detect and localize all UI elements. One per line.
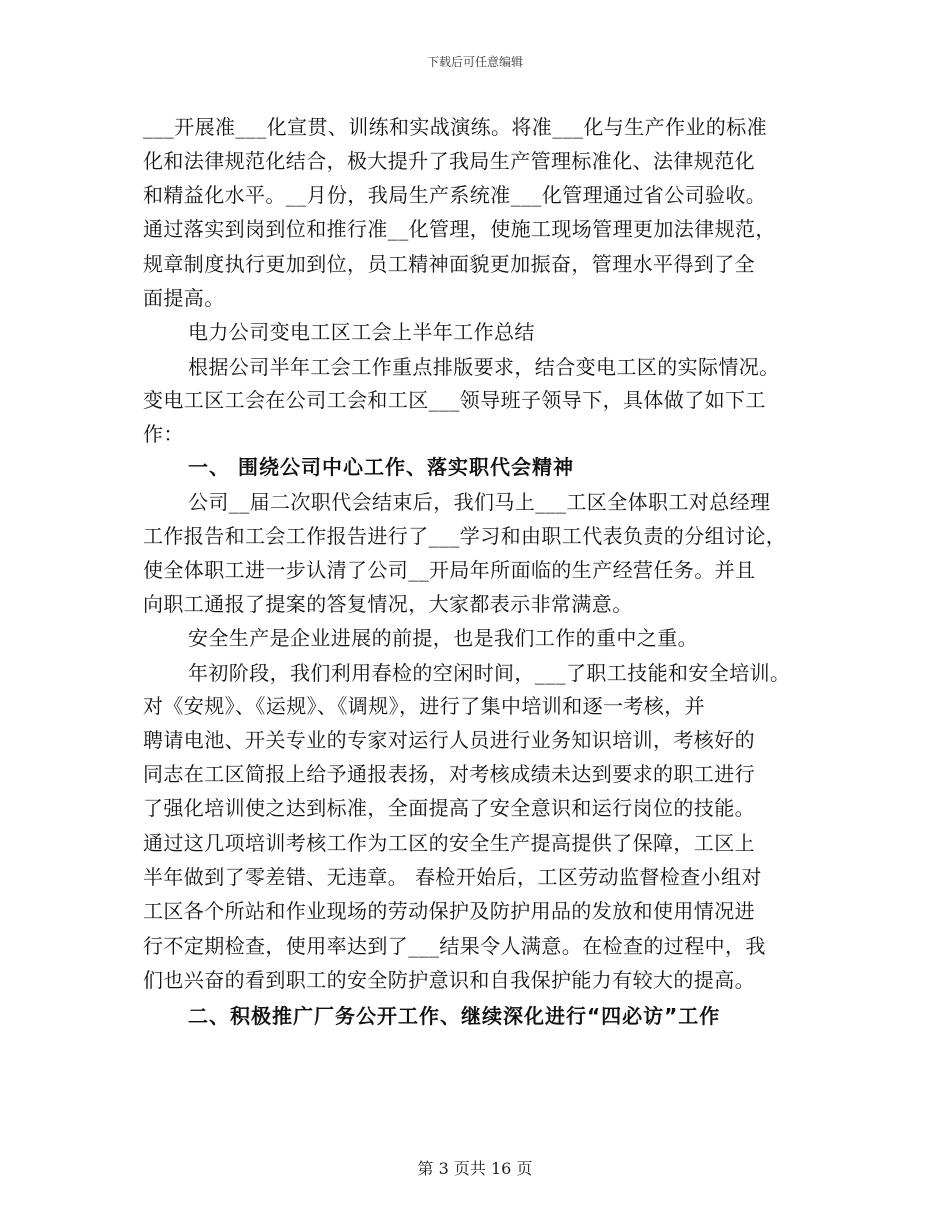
section-title: 电力公司变电工区工会上半年工作总结 <box>188 320 535 344</box>
body-line: 工区各个所站和作业现场的劳动保护及防护用品的发放和使用情况进 <box>143 899 755 923</box>
body-line: 化和法律规范化结合，极大提升了我局生产管理标准化、法律规范化 <box>143 149 755 173</box>
body-line: 了强化培训使之达到标准，全面提高了安全意识和运行岗位的技能。 <box>143 796 755 820</box>
body-line: 们也兴奋的看到职工的安全防护意识和自我保护能力有较大的提高。 <box>143 968 755 992</box>
body-line: 向职工通报了提案的答复情况，大家都表示非常满意。 <box>143 592 633 616</box>
body-line: 公司__届二次职代会结束后，我们马上___工区全体职工对总经理 <box>188 490 771 514</box>
body-line: 面提高。 <box>143 286 225 310</box>
body-line: 安全生产是企业进展的前提，也是我们工作的重中之重。 <box>188 626 698 650</box>
heading-1: 一、 围绕公司中心工作、落实职代会精神 <box>188 455 574 479</box>
body-line: 同志在工区简报上给予通报表扬，对考核成绩未达到要求的职工进行 <box>143 762 755 786</box>
body-line: 和精益化水平。__月份，我局生产系统准___化管理通过省公司验收。 <box>143 183 767 207</box>
body-line: 半年做到了零差错、无违章。 春检开始后，工区劳动监督检查小组对 <box>143 865 762 889</box>
body-line: 通过落实到岗到位和推行准__化管理，使施工现场管理更加法律规范， <box>143 217 776 241</box>
body-line: 变电工区工会在公司工会和工区___领导班子领导下，具体做了如下工 <box>143 388 766 412</box>
heading-2: 二、积极推广厂务公开工作、继续深化进行“四必访”工作 <box>188 1004 721 1028</box>
body-line: 工作报告和工会工作报告进行了___学习和由职工代表负责的分组讨论， <box>143 524 787 548</box>
page-footer: 第 3 页共 16 页 <box>417 1159 533 1178</box>
body-line: 对《安规》、《运规》、《调规》，进行了集中培训和逐一考核，并 <box>143 694 705 718</box>
body-line: ___开展准___化宣贯、训练和实战演练。将准___化与生产作业的标准 <box>143 115 767 139</box>
body-line: 作： <box>143 422 184 446</box>
body-line: 行不定期检查，使用率达到了___结果令人满意。在检查的过程中，我 <box>143 934 766 958</box>
body-line: 使全体职工进一步认清了公司__开局年所面临的生产经营任务。并且 <box>143 558 756 582</box>
body-line: 通过这几项培训考核工作为工区的安全生产提高提供了保障，工区上 <box>143 831 755 855</box>
body-line: 规章制度执行更加到位，员工精神面貌更加振奋，管理水平得到了全 <box>143 252 755 276</box>
body-line: 年初阶段，我们利用春检的空闲时间，___了职工技能和安全培训。 <box>188 661 791 685</box>
body-line: 根据公司半年工会工作重点排版要求，结合变电工区的实际情况。 <box>188 355 780 379</box>
page-header: 下载后可任意编辑 <box>426 55 523 69</box>
body-line: 聘请电池、开关专业的专家对运行人员进行业务知识培训，考核好的 <box>143 728 755 752</box>
